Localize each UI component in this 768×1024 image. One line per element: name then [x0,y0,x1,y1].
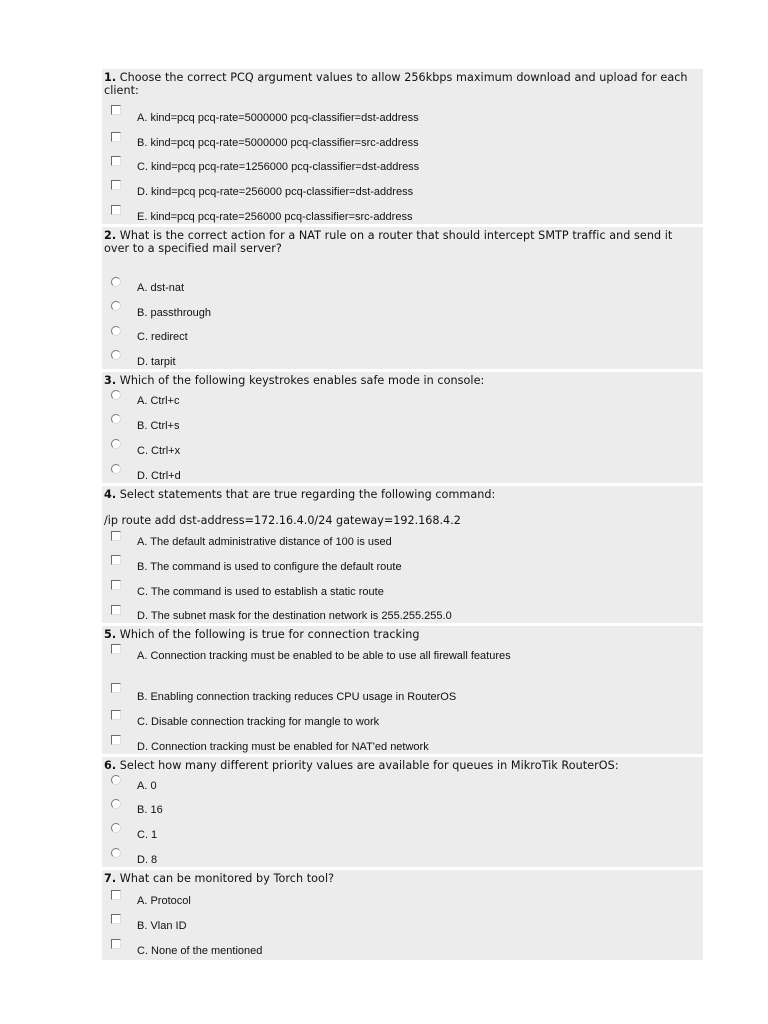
answer-option [102,97,703,125]
answer-checkbox[interactable] [111,205,121,215]
answer-option [102,933,703,960]
answer-radio[interactable] [111,799,121,809]
answer-checkbox[interactable] [111,683,121,693]
answer-option [102,199,703,224]
answer-checkbox[interactable] [111,939,121,949]
option-label: C. Disable connection tracking for mangle to work [137,716,380,728]
option-label: C. redirect [137,331,188,343]
answer-radio[interactable] [111,301,121,311]
question-number: 2. [104,229,117,242]
answer-option [102,793,703,817]
answer-checkbox[interactable] [111,644,121,654]
answer-checkbox[interactable] [111,710,121,720]
option-label: C. Ctrl+x [137,445,181,457]
answer-option [102,433,703,458]
option-label: B. Enabling connection tracking reduces CPU usage in RouterOS [137,691,457,703]
option-label: A. Ctrl+c [137,395,180,407]
option-label: B. kind=pcq pcq-rate=5000000 pcq-classifier=src-address [137,137,419,149]
answer-option [102,574,703,599]
option-label: A. Connection tracking must be enabled to be able to use all firewall features [137,650,511,662]
answer-radio[interactable] [111,775,121,785]
answer-option [102,908,703,933]
answer-option [102,817,703,842]
answer-option [102,885,703,908]
answer-checkbox[interactable] [111,132,121,142]
option-label: A. Protocol [137,895,191,907]
option-label: C. 1 [137,829,158,841]
answer-option [102,842,703,867]
answer-checkbox[interactable] [111,890,121,900]
answer-radio[interactable] [111,277,121,287]
quiz-list [102,69,703,963]
option-label: D. Ctrl+d [137,470,181,482]
answer-checkbox[interactable] [111,580,121,590]
answer-option [102,320,703,344]
option-label: A. 0 [137,780,157,792]
answer-option [102,704,703,729]
question-text: 6. Select how many different priority values are available for queues in MikroTik RouterOS: [104,759,619,772]
option-label: A. The default administrative distance of 100 is used [137,536,392,548]
answer-checkbox[interactable] [111,531,121,541]
option-label: B. Vlan ID [137,920,187,932]
question-number: 3. [104,374,117,387]
answer-checkbox[interactable] [111,914,121,924]
answer-radio[interactable] [111,350,121,360]
answer-checkbox[interactable] [111,735,121,745]
question-2 [102,227,703,369]
answer-option [102,527,703,549]
question-number: 5. [104,628,117,641]
option-label: E. kind=pcq pcq-rate=256000 pcq-classifier=src-address [137,211,413,223]
answer-option [102,150,703,174]
question-1 [102,69,703,224]
option-label: D. Connection tracking must be enabled for NAT'ed network [137,741,429,753]
option-label: C. kind=pcq pcq-rate=1256000 pcq-classifier=dst-address [137,161,420,173]
question-text: 1. Choose the correct PCQ argument values to allow 256kbps maximum download and upload for each client: [104,71,688,97]
question-7 [102,870,703,960]
answer-option [102,408,703,433]
option-label: B. 16 [137,804,163,816]
answer-checkbox[interactable] [111,555,121,565]
question-number: 7. [104,872,117,885]
answer-option [102,663,703,704]
option-label: D. tarpit [137,356,176,368]
question-text: 7. What can be monitored by Torch tool? [104,872,335,885]
option-label: B. Ctrl+s [137,420,180,432]
answer-option [102,387,703,408]
question-5 [102,626,703,754]
command-line: /ip route add dst-address=172.16.4.0/24 gateway=192.168.4.2 [104,514,461,527]
answer-checkbox[interactable] [111,605,121,615]
answer-radio[interactable] [111,439,121,449]
question-number: 4. [104,488,117,501]
question-4 [102,486,703,623]
question-number: 1. [104,71,117,84]
answer-option [102,125,703,150]
answer-option [102,599,703,623]
answer-option [102,641,703,663]
answer-option [102,458,703,483]
option-label: D. 8 [137,854,158,866]
answer-option [102,295,703,320]
answer-checkbox[interactable] [111,156,121,166]
question-number: 6. [104,759,117,772]
answer-option [102,729,703,754]
answer-radio[interactable] [111,414,121,424]
option-label: C. The command is used to establish a static route [137,586,384,598]
answer-radio[interactable] [111,823,121,833]
answer-option [102,174,703,199]
question-text: 3. Which of the following keystrokes enables safe mode in console: [104,374,485,387]
option-label: B. The command is used to configure the default route [137,561,402,573]
answer-option [102,255,703,295]
option-label: C. None of the mentioned [137,945,263,957]
answer-option [102,549,703,574]
answer-checkbox[interactable] [111,105,121,115]
answer-radio[interactable] [111,848,121,858]
answer-radio[interactable] [111,464,121,474]
option-label: A. kind=pcq pcq-rate=5000000 pcq-classifier=dst-address [137,112,419,124]
option-label: B. passthrough [137,307,211,319]
answer-checkbox[interactable] [111,180,121,190]
option-label: A. dst-nat [137,282,185,294]
answer-radio[interactable] [111,326,121,336]
answer-option [102,344,703,369]
answer-option [102,772,703,793]
option-label: D. kind=pcq pcq-rate=256000 pcq-classifier=dst-address [137,186,414,198]
option-label: D. The subnet mask for the destination network is 255.255.255.0 [137,610,452,622]
question-3 [102,372,703,483]
question-text: 4. Select statements that are true regarding the following command: [104,488,496,501]
question-text: 2. What is the correct action for a NAT rule on a router that should intercept SMTP traffic and send it over to a specified mail server? [104,229,673,255]
answer-radio[interactable] [111,390,121,400]
question-6 [102,757,703,867]
question-text: 5. Which of the following is true for connection tracking [104,628,420,641]
